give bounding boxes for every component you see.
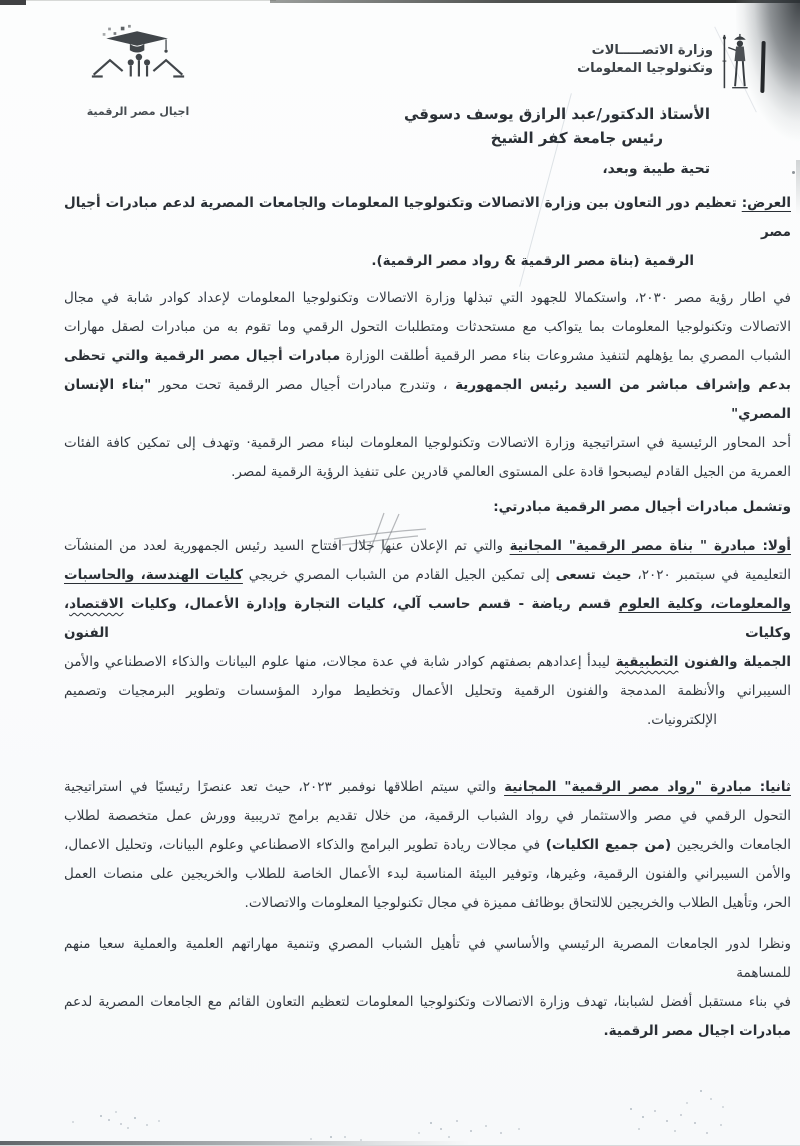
text-line — [64, 930, 791, 988]
text-segment: أحد المحاور الرئيسية في استراتيجية وزارة الاتصالات وتكنولوجيا المعلومات لبناء مصر الرقمية· وتهدف إلى تمكين كافة الفئات — [64, 435, 791, 451]
text-segment: والتي تم الإعلان عنها خلال افتتاح السيد رئيس الجمهورية لعدد من المنشآت — [64, 538, 510, 554]
paragraph-intro — [64, 284, 791, 487]
text-segment: (من جميع الكليات) — [545, 837, 672, 853]
salutation: تحية طيبة وبعد، — [602, 161, 710, 177]
text-line — [64, 371, 791, 429]
paragraph-subject — [64, 189, 791, 276]
paragraph-second-initiative — [64, 773, 791, 918]
text-segment: الاتصالات وتكنولوجيا المعلومات بما يتواكب مع مستحدثات ومتطلبات التحول الرقمي وما تقوم به من مبادرات لصقل مهارات — [64, 319, 791, 335]
text-line — [64, 590, 791, 648]
scan-top-edge-artifact — [26, 0, 276, 1]
text-segment: الاقتصاد — [69, 596, 124, 612]
text-line — [64, 677, 791, 706]
scan-speckles — [700, 1090, 702, 1092]
text-segment: ليبدأ إعدادهم بصفتهم كوادر شابة في عدة مجالات، منها علوم البيانات والذكاء الاصطناعي والأمن — [64, 654, 616, 670]
text-line — [64, 284, 791, 313]
text-segment: العرض: — [741, 195, 791, 211]
text-segment: بدعم وإشراف مباشر من السيد رئيس الجمهورية — [447, 377, 791, 393]
text-line — [64, 1017, 791, 1046]
text-line — [64, 429, 791, 458]
text-line — [64, 561, 791, 590]
text-line — [64, 247, 791, 276]
text-line — [64, 773, 791, 802]
text-segment: السيبراني والأنظمة المدمجة والفنون الرقمية وتحليل الأعمال وتخطيط موارد المؤسسات وتطوير البرمجيات وتصميم — [64, 683, 791, 699]
text-segment: العمرية من الجيل القادم ليصبحوا قادة على المستوى العالمي قادرين على تنفيذ الرؤية الرقمية لمصر. — [231, 464, 791, 480]
scan-top-edge-artifact — [0, 0, 26, 5]
scan-speckles — [330, 1136, 332, 1138]
text-line — [64, 889, 791, 918]
text-segment: في مجالات ريادة تطوير البرامج والذكاء الاصطناعي وعلوم البيانات، وتحليل الاعمال، — [64, 837, 546, 853]
text-segment: الحر، وتأهيل الطلاب والخريجين للالتحاق بوظائف مميزة في مجال تكنولوجيا المعلومات والاتصالات. — [244, 895, 791, 911]
text-segment: الرقمية (بناة مصر الرقمية & رواد مصر الرقمية). — [371, 253, 694, 269]
scan-top-edge-artifact — [270, 0, 800, 3]
paragraph-closing — [64, 930, 791, 1046]
text-segment: وتشمل مبادرات أجيال مصر الرقمية مبادرتي: — [493, 499, 791, 515]
text-segment: والأمن السيبراني والفنون الرقمية، وغيرها، وتوفير البيئة المناسبة لبدء الأعمال الخاصة للطلاب والخريجين على منصات العمل — [64, 866, 791, 882]
scan-speckles — [792, 171, 795, 174]
ministry-name-line1: وزارة الاتصـــــالات — [591, 43, 713, 58]
ministry-logo — [577, 32, 754, 94]
scan-speckles — [100, 1115, 102, 1117]
digital-egypt-generations-logo — [80, 24, 196, 118]
pharaoh-figure-icon — [720, 32, 754, 94]
document-body — [64, 189, 791, 1046]
text-line — [64, 860, 791, 889]
text-line — [64, 458, 791, 487]
text-segment: والتي سيتم اطلاقها نوفمبر ٢٠٢٣، حيث تعد عنصرًا رئيسيًا في استراتيجية — [64, 779, 505, 795]
graduation-cap-icon — [83, 24, 193, 100]
text-segment: التحول الرقمي في مصر والاستثمار في رواد الشباب الرقمية، من خلال تقديم برامج تدريبية وورش عمل متخصصة لطلاب — [64, 808, 791, 824]
text-segment: تعظيم دور التعاون بين وزارة الاتصالات وتكنولوجيا المعلومات والجامعات المصرية لدعم مبادرات أجيال مصر — [64, 195, 791, 240]
text-segment: والمعلومات، وكلية العلوم — [618, 596, 791, 612]
text-line — [64, 313, 791, 342]
text-line — [64, 189, 791, 247]
text-segment: "بناء الإنسان المصري" — [64, 377, 791, 422]
recipient-block — [404, 102, 710, 150]
ministry-logo-text — [577, 32, 713, 78]
text-segment: في بناء مستقبل أفضل لشبابنا، تهدف وزارة الاتصالات وتكنولوجيا المعلومات لتعظيم التعاون القائم مع الجامعات المصرية لدعم — [64, 994, 791, 1010]
text-segment: قسم رياضة - قسم حاسب آلي، كليات التجارة وإدارة الأعمال، وكليات — [123, 596, 619, 612]
text-line — [64, 648, 791, 677]
text-segment: الشباب المصري بما يؤهلهم لتنفيذ مشروعات بناء مصر الرقمية أطلقت الوزارة — [340, 348, 791, 364]
recipient-title: رئيس جامعة كفر الشيخ — [490, 129, 663, 147]
text-segment: الإلكترونيات. — [646, 712, 717, 728]
scan-speckles — [430, 1122, 432, 1124]
pencil-scribble — [328, 511, 440, 557]
text-segment: ثانيا: مبادرة "رواد مصر الرقمية" المجانية — [504, 779, 791, 795]
text-segment: الجامعات والخريجين — [671, 837, 791, 853]
text-segment: ونظرا لدور الجامعات المصرية الرئيسي والأساسي في تأهيل الشباب المصري وتنمية مهاراتهم العلمية والعملية سعيا منهم للمساهمة — [64, 936, 791, 981]
scan-speckles — [630, 1108, 632, 1110]
text-line — [64, 706, 791, 735]
text-segment: أولا: مبادرة " بناة مصر الرقمية" المجانية — [509, 538, 791, 554]
text-line — [64, 988, 791, 1017]
ministry-name-line2: وتكنولوجيا المعلومات — [577, 61, 713, 76]
text-segment: التطبيقية — [615, 654, 679, 670]
text-segment: ، وكليات الفنون — [64, 596, 791, 641]
text-segment: إلى تمكين الجيل القادم من الشباب المصري خريجي — [242, 567, 556, 583]
text-segment: كليات الهندسة، والحاسبات — [64, 567, 243, 583]
text-segment: مبادرات أجيال مصر الرقمية والتي تحظى — [64, 348, 341, 364]
recipient-name: الأستاذ الدكتور/عبد الرازق يوسف دسوقي — [403, 105, 710, 123]
text-segment: ، وتندرج مبادرات أجيال مصر الرقمية تحت محور — [151, 377, 448, 393]
paragraph-first-initiative — [64, 532, 791, 735]
text-segment: الجميلة والفنون — [678, 654, 792, 670]
text-segment: حيث تسعى — [555, 567, 632, 583]
text-line — [64, 342, 791, 371]
text-line — [64, 831, 791, 860]
text-segment: في اطار رؤية مصر ٢٠٣٠، واستكمالا للجهود التي تبذلها وزارة الاتصالات وتكنولوجيا المعلومات لإعداد كوادر شابة في مجال — [64, 290, 791, 306]
text-line — [64, 802, 791, 831]
scan-right-edge-artifact — [796, 160, 800, 215]
degc-logo-label: اجيال مصر الرقمية — [86, 105, 190, 118]
text-segment: مبادرات اجيال مصر الرقمية. — [603, 1023, 791, 1039]
text-segment: التعليمية في سبتمبر ٢٠٢٠، — [631, 567, 791, 583]
